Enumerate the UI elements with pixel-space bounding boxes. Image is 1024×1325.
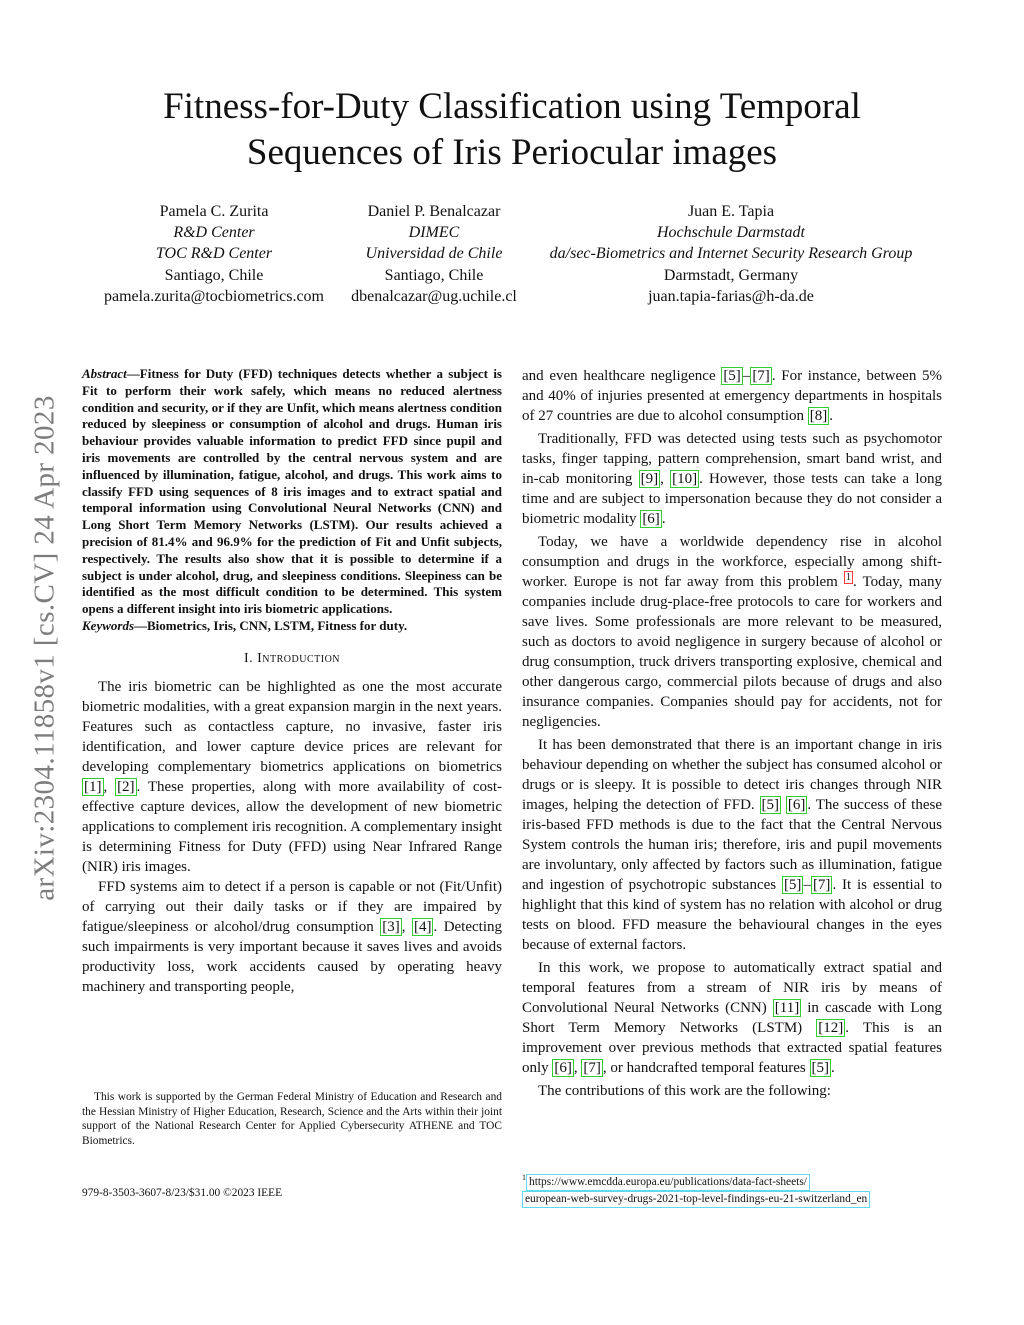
keywords: [82, 618, 502, 635]
funding-footnote: This work is supported by the German Federal Ministry of Education and Research and the Hessian Ministry of Higher Education, Research, Science and the Arts within their joint support of the National Research Center for Applied Cybersecurity ATHENE and TOC Biometrics.: [82, 1091, 502, 1147]
footnote-link[interactable]: 1: [845, 572, 851, 583]
text-span: , or handcrafted temporal features: [602, 1060, 810, 1076]
text-span: . Detecting such impairments is very important because it saves lives and avoids productivity loss, work accidents caused by operating heavy machinery and transporting people,: [82, 918, 502, 995]
arxiv-identifier-text: arXiv:2304.11858v1 [cs.CV] 24 Apr 2023: [28, 394, 61, 901]
author-location: Darmstadt, Germany: [663, 266, 799, 284]
author-location: Santiago, Chile: [164, 266, 264, 284]
footnote-url-link[interactable]: https://www.emcdda.europa.eu/publications/data-fact-sheets/: [526, 1174, 810, 1191]
text-span: The contributions of this work are the following:: [538, 1083, 831, 1099]
text-span: in cascade with Long Short Term Memory Networks (LSTM): [522, 1000, 942, 1036]
url-footnote: [522, 1170, 942, 1208]
text-span: FFD systems aim to detect if a person is capable or not (Fit/Unfit) of carrying out their daily tasks or if they are impaired by fatigue/sleepiness or alcohol/drug consumption: [82, 878, 502, 935]
citation-link[interactable]: [6]: [642, 511, 660, 527]
author-name: Juan E. Tapia: [687, 203, 775, 220]
author-block-2: [351, 201, 517, 307]
citation-link[interactable]: [2]: [117, 778, 135, 795]
citation-link[interactable]: [7]: [583, 1060, 601, 1076]
footnote-url-link[interactable]: european-web-survey-drugs-2021-top-level-findings-eu-21-switzerland_en: [522, 1191, 870, 1208]
paragraph: and even healthcare negligence [5] – [7] . For instance, between 5% and 40% of injuries presented at emergency departments in hospitals of 27 countries are due to alcohol consumption [8] .: [522, 368, 943, 424]
text-span: In this work, we propose to automatically extract spatial and temporal features from a stream of NIR iris by means of Convolutional Neural Networks (CNN): [522, 960, 942, 1016]
right-column: [522, 366, 942, 1104]
author-block-3: [550, 201, 913, 307]
text-span: and even healthcare negligence: [522, 368, 722, 384]
text-span: . It is essential to highlight that this kind of system has no relation with alcohol or drug tests on blood. FFD measure the behavioural changes in the eyes because of external factors.: [522, 877, 942, 953]
text-span: Today, we have a worldwide dependency rise in alcohol consumption and drugs in the workforce, especially among shift-worker. Europe is not far away from this problem: [522, 534, 942, 590]
paragraph: In this work, we propose to automatically extract spatial and temporal features from a stream of NIR iris by means of Convolutional Neural Networks (CNN) [11] in cascade with Long Short Term Memory Networks (LSTM) [12] . This is an improvement over previous methods that extracted spatial features only [6] , [7] , or handcrafted temporal features [5] .: [522, 960, 942, 1076]
author-affiliation: da/sec-Biometrics and Internet Security Research Group: [549, 245, 913, 263]
title-line-2: Sequences of Iris Periocular images: [246, 132, 778, 173]
text-span: . This is an improvement over previous methods that extracted spatial features only: [522, 1020, 942, 1076]
paragraph: FFD systems aim to detect if a person is capable or not (Fit/Unfit) of carrying out their daily tasks or if they are impaired by fatigue/sleepiness or alcohol/drug consumption [3] , [4] . Detecting such impairments is very important because it saves lives and avoids productivity loss, work accidents caused by operating heavy machinery and transporting people,: [82, 878, 502, 995]
citation-link[interactable]: [1]: [84, 778, 102, 795]
citation-link[interactable]: [6]: [787, 797, 806, 813]
title-line-1: Fitness-for-Duty Classification using Temporal: [163, 86, 861, 127]
author-affiliation: DIMEC: [408, 224, 460, 242]
section-title: Introduction: [257, 650, 341, 666]
citation-link[interactable]: [5]: [761, 797, 780, 813]
abstract-label: Abstract: [82, 366, 127, 381]
text-span: . The success of these iris-based FFD methods is due to the fact that the Central Nervous System controls the human iris; therefore, iris and pupil movements are involuntary, only affected by factors such as illumination, fatigue and ingestion of psychotropic substances: [522, 797, 942, 893]
left-column: [82, 366, 502, 997]
paper-title: [90, 84, 934, 176]
citation-link[interactable]: [9]: [640, 471, 659, 487]
text-span: . These properties, along with more availability of cost-effective capture devices, allow the development of new biometric applications to complement iris recognition. A complementary insight is determining Fitness for Duty (FFD) using Near Infrared Range (NIR) iris images.: [82, 778, 503, 875]
text-span: . However, those tests can take a long time and are subject to impersonation because they do not consider a biometric modality: [522, 471, 942, 527]
author-block-1: [104, 201, 324, 307]
footnote-mark: 1: [522, 1173, 526, 1182]
author-affiliation: R&D Center: [173, 224, 255, 242]
keywords-text: —Biometrics, Iris, CNN, LSTM, Fitness for duty.: [134, 617, 408, 633]
text-span: Traditionally, FFD was detected using tests such as psychomotor tasks, finger tapping, pattern comprehension, smart band wrist, and in-cab monitoring: [522, 431, 942, 487]
arxiv-identifier: [27, 350, 63, 945]
citation-link[interactable]: [5]: [723, 368, 741, 384]
paragraph: It has been demonstrated that there is an important change in iris behaviour depending on whether the subject has consumed alcohol or drugs or is sleepy. It is possible to detect iris changes through NIR images, helping the detection of FFD. [5] [6] . The success of these iris-based FFD methods is due to the fact that the Central Nervous System controls the human iris; therefore, iris and pupil movements are involuntary, only affected by factors such as illumination, fatigue and ingestion of psychotropic substances [5] – [7] . It is essential to highlight that this kind of system has no relation with alcohol or drug tests on blood. FFD measure the behavioural changes in the eyes because of external factors.: [522, 737, 942, 953]
author-name: Pamela C. Zurita: [159, 203, 269, 220]
author-location: Santiago, Chile: [384, 266, 484, 284]
citation-link[interactable]: [11]: [774, 1000, 800, 1016]
paragraph: [522, 1081, 942, 1101]
citation-link[interactable]: [10]: [672, 471, 698, 487]
citation-link[interactable]: [5]: [811, 1060, 829, 1076]
text-span: It has been demonstrated that there is an important change in iris behaviour depending on whether the subject has consumed alcohol or drugs or is sleepy. It is possible to detect iris changes through NIR images, helping the detection of FFD.: [522, 737, 942, 813]
citation-link[interactable]: [3]: [382, 918, 400, 935]
abstract-text: —Fitness for Duty (FFD) techniques detects whether a subject is Fit to perform their work safely, which means no reduced alertness condition and security, or if they are Unfit, which means alertness condition reduced by sleepiness or consumption of alcohol and drugs. Human iris behaviour provides valuable information to predict FFD since pupil and iris movements are controlled by the central nervous system and are influenced by illumination, fatigue, alcohol, and drugs. This work aims to classify FFD using sequences of 8 iris images and to extract spatial and temporal information using Convolutional Neural Networks (CNN) and Long Short Term Memory Networks (LSTM). Our results achieved a precision of 81.4% and 96.9% for the prediction of Fit and Unfit subjects, respectively. The results also show that it is possible to determine if a subject is under alcohol, drug, and sleepiness conditions. Sleepiness can be identified as the most difficult condition to be determined. This system opens a different insight into iris biometric applications.: [82, 366, 502, 617]
author-affiliation: TOC R&D Center: [155, 245, 273, 263]
section-heading: [82, 649, 502, 669]
keywords-label: Keywords: [82, 617, 134, 633]
author-affiliation: Hochschule Darmstadt: [657, 224, 805, 242]
author-email: juan.tapia-farias@h-da.de: [648, 287, 814, 305]
text-span: . Today, many companies include drug-place-free protocols to care for workers and save lives. Some professionals are more relevant to be measured, such as doctors to avoid negligence in surgery because of alcohol or drug consumption, truck drivers transporting explosive, chemical and other dangerous cargo, commercial pilots because of drugs and also insurance companies. Companies should pay for accidents, not for negligencies.: [522, 574, 942, 730]
author-name: Daniel P. Benalcazar: [367, 203, 501, 220]
section-number: I.: [243, 650, 254, 666]
author-affiliation: Universidad de Chile: [365, 245, 503, 263]
citation-link[interactable]: [7]: [752, 368, 770, 384]
abstract: [82, 366, 502, 618]
citation-link[interactable]: [12]: [818, 1020, 844, 1036]
citation-link[interactable]: [4]: [413, 918, 432, 935]
author-email: dbenalcazar@ug.uchile.cl: [351, 287, 517, 305]
paragraph: Traditionally, FFD was detected using tests such as psychomotor tasks, finger tapping, pattern comprehension, smart band wrist, and in-cab monitoring [9] , [10] . However, those tests can take a long time and are subject to impersonation because they do not consider a biometric modality [6] .: [522, 431, 942, 527]
citation-link[interactable]: [6]: [554, 1060, 572, 1076]
paragraph: [522, 532, 942, 732]
copyright-notice: 979-8-3503-3607-8/23/$31.00 ©2023 IEEE: [82, 1187, 283, 1199]
citation-link[interactable]: [5]: [783, 877, 802, 893]
author-email: pamela.zurita@tocbiometrics.com: [104, 287, 324, 305]
citation-link[interactable]: [8]: [809, 408, 828, 424]
citation-link[interactable]: [7]: [812, 877, 831, 893]
paragraph: The iris biometric can be highlighted as one the most accurate biometric modalities, with a great expansion margin in the next years. Features such as contactless capture, no invasive, faster iris identification, and lower capture device prices are relevant for developing complementary biometrics applications on biometrics [1] , [2] . These properties, along with more availability of cost-effective capture devices, allow the development of new biometric applications to complement iris recognition. A complementary insight is determining Fitness for Duty (FFD) using Near Infrared Range (NIR) iris images.: [82, 678, 503, 875]
text-span: . For instance, between 5% and 40% of injuries presented at emergency departments in hospitals of 27 countries are due to alcohol consumption: [522, 368, 943, 424]
text-span: The iris biometric can be highlighted as one the most accurate biometric modalities, with a great expansion margin in the next years. Features such as contactless capture, no invasive, faster iris identification, and lower capture device prices are relevant for developing complementary biometrics applications on biometrics: [82, 678, 502, 775]
